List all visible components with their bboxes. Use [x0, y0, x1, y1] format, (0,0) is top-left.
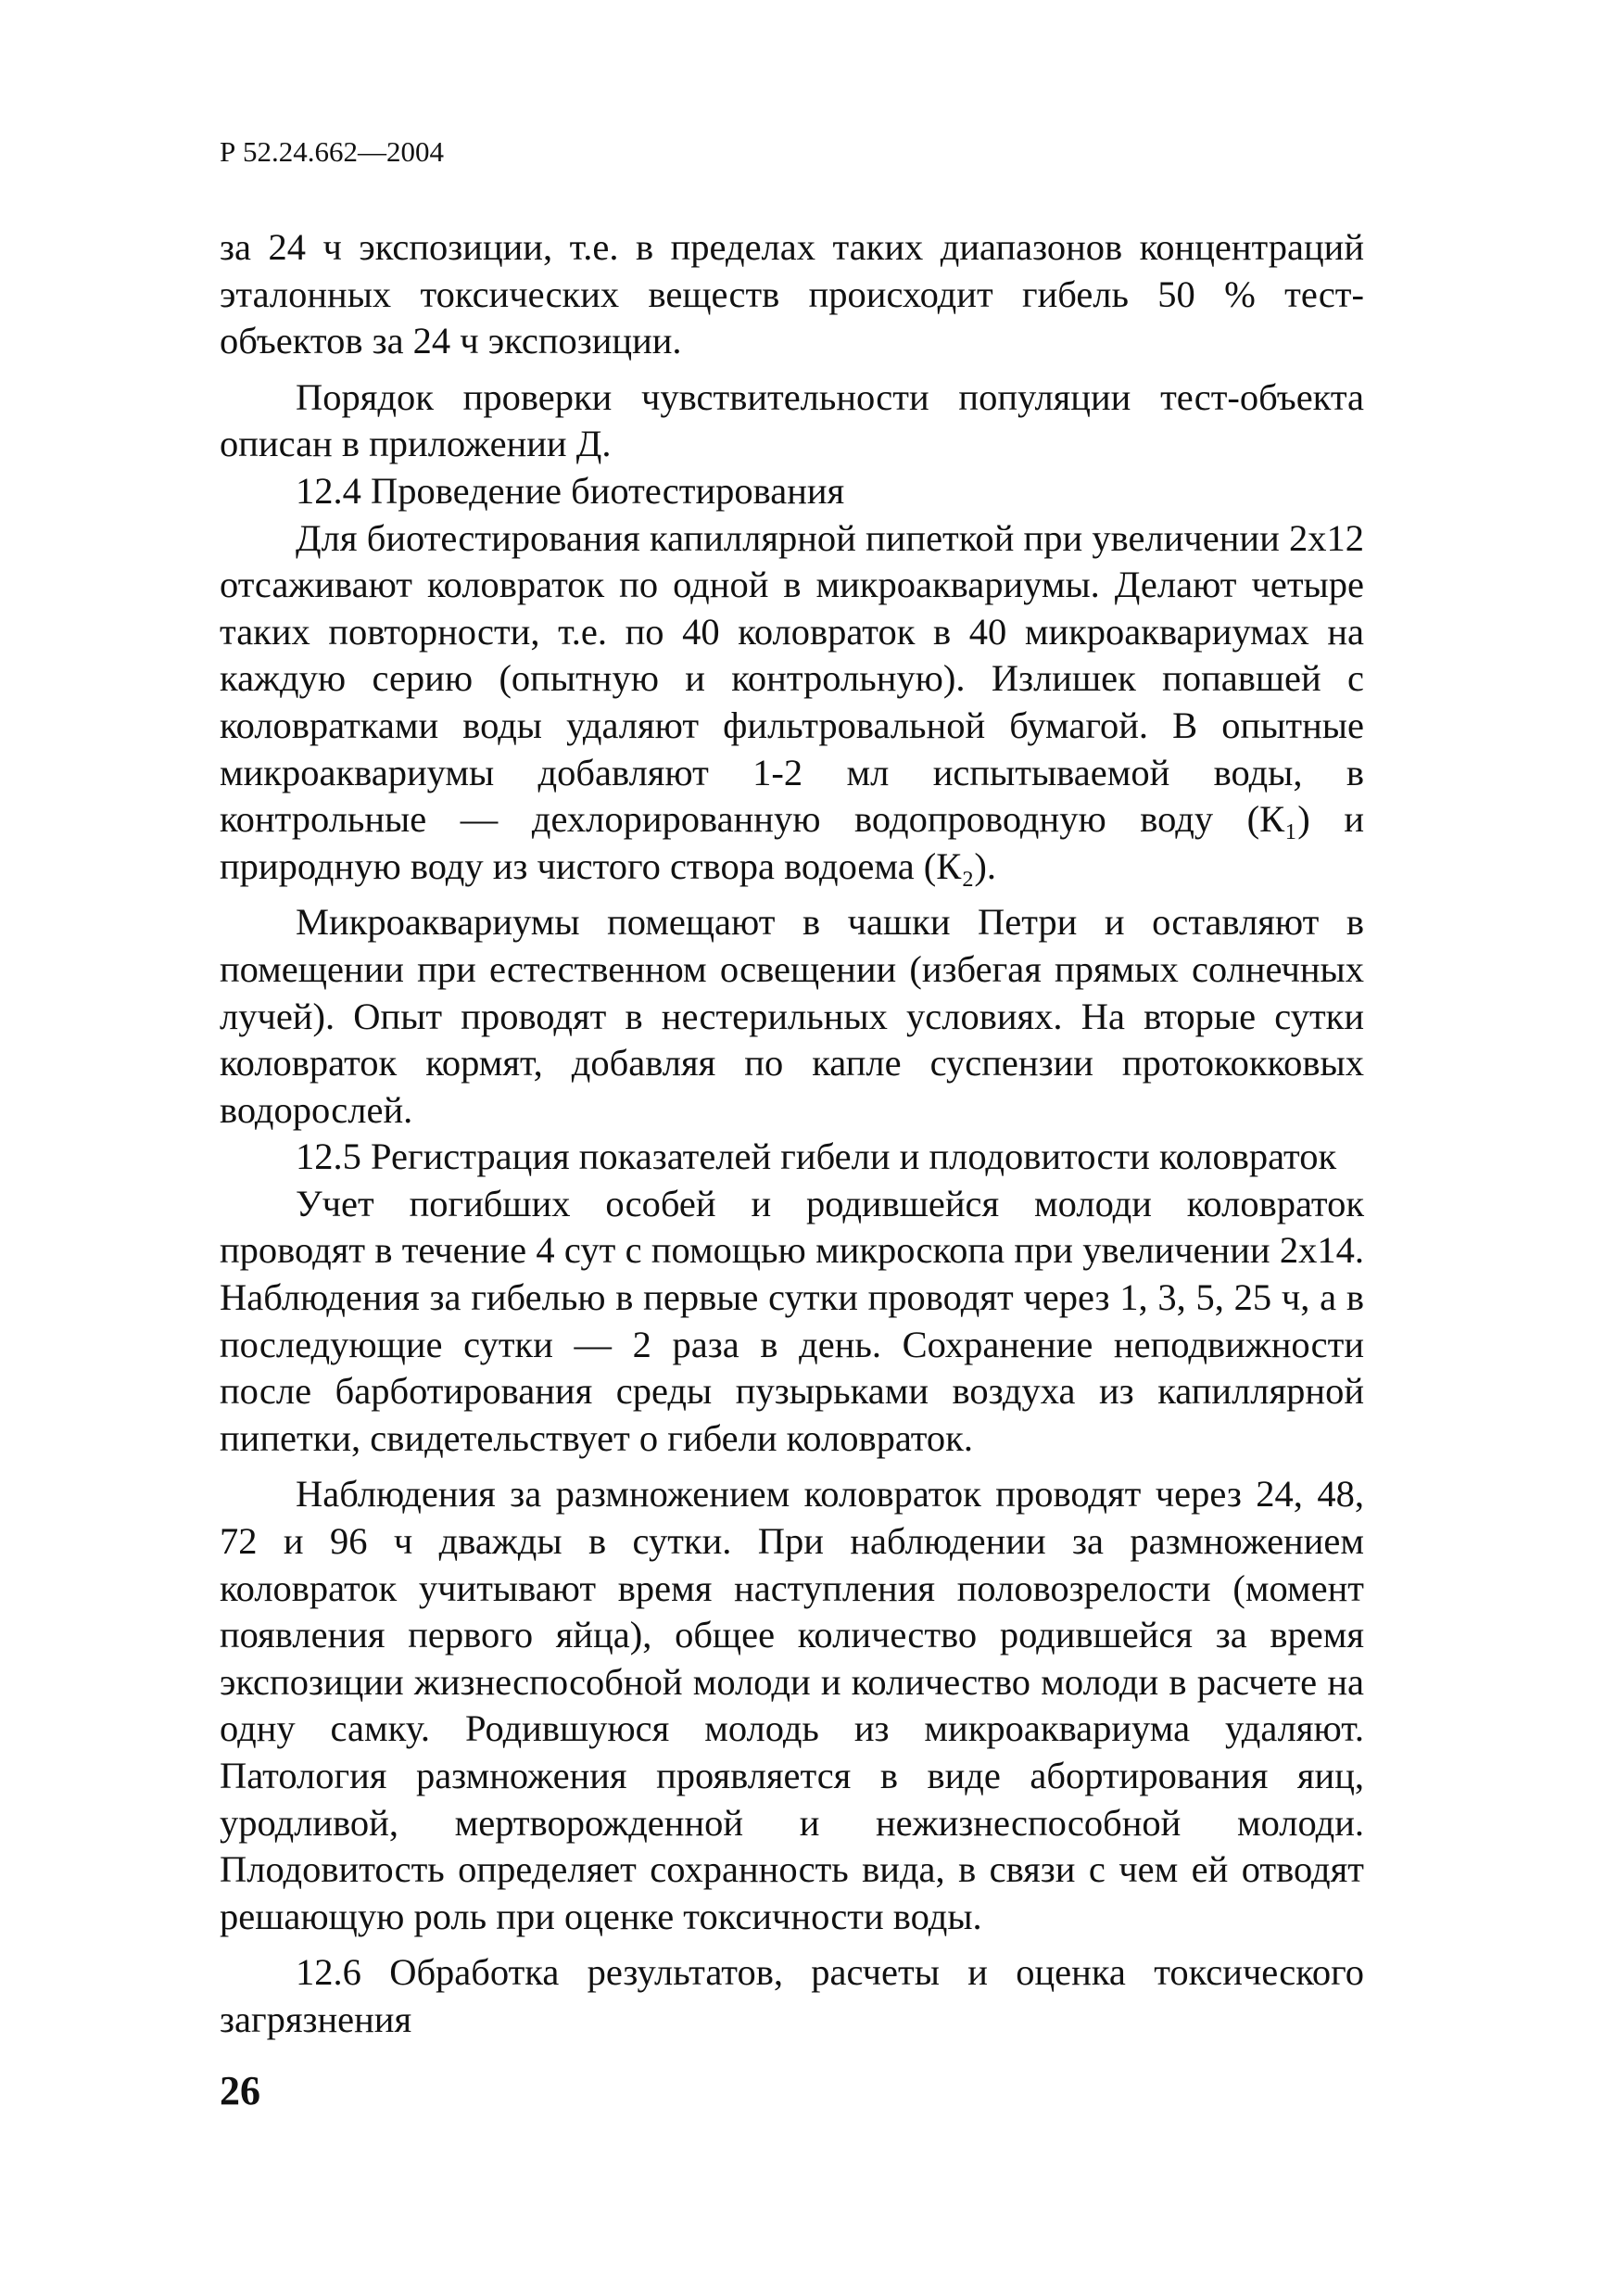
section-heading-12-4: 12.4 Проведение биотестирования: [296, 469, 845, 512]
paragraph-microaquariums: Микроаквариумы помещают в чашки Петри и оставляют в помещении при естественном освещении (избегая прямых солнечных лучей). Опыт проводят в нестерильных условиях. На вторые сутки коловраток кормят, добавляя по капле суспензии протококковых водорослей.: [220, 901, 1364, 1131]
section-heading-12-5: 12.5 Регистрация показателей гибели и плодовитости коловраток: [296, 1135, 1337, 1178]
paragraph-reproduction: Наблюдения за размножением коловраток проводят через 24, 48, 72 и 96 ч дважды в сутки. При наблюдении за размножением коловраток учитывают время наступления половозрелости (момент появления первого яйца), общее количество родившейся за время экспозиции жизнеспособной молоди и количество молоди в расчете на одну самку. Родившуюся молодь из микроаквариума удаляют. Патология размножения проявляется в виде абортирования яиц, уродливой, мертворожденной и нежизнеспособной молоди. Плодовитость определяет сохранность вида, в связи с чем ей отводят решающую роль при оценке токсичности воды.: [220, 1473, 1364, 1937]
document-header: Р 52.24.662—2004: [220, 135, 444, 168]
paragraph-continuation: за 24 ч экспозиции, т.е. в пределах таких диапазонов концентраций эталонных токсических веществ происходит гибель 50 % тест-объектов за 24 ч экспозиции.: [220, 226, 1364, 362]
paragraph-biotesting: Для биотестирования капиллярной пипеткой при увеличении 2х12 отсаживают коловраток по одной в микроаквариумы. Делают четыре таких повторности, т.е. по 40 коловраток в 40 микроаквариумах на каждую серию (опытную и контрольную). Излишек попавшей с коловратками воды удаляют фильтровальной бумагой. В опытные микроаквариумы добавляют 1-2 мл испытываемой воды, в контрольные — дехлорированную водопроводную воду (К₁) и природную воду из чистого створа водоема (К₂).: [220, 516, 1364, 887]
section-heading-12-6: 12.6 Обработка результатов, расчеты и оценка токсического загрязнения: [220, 1951, 1364, 2040]
document-body: [220, 224, 1364, 2044]
page-number: 26: [220, 2068, 260, 2113]
paragraph-mortality-count: Учет погибших особей и родившейся молоди коловраток проводят в течение 4 сут с помощью микроскопа при увеличении 2х14. Наблюдения за гибелью в первые сутки проводят через 1, 3, 5, 25 ч, а в последующие сутки — 2 раза в день. Сохранение неподвижности после барботирования среды пузырьками воздуха из капиллярной пипетки, свидетельствует о гибели коловраток.: [220, 1182, 1364, 1459]
paragraph-sensitivity-check: Порядок проверки чувствительности популяции тест-объекта описан в приложении Д.: [220, 375, 1364, 465]
